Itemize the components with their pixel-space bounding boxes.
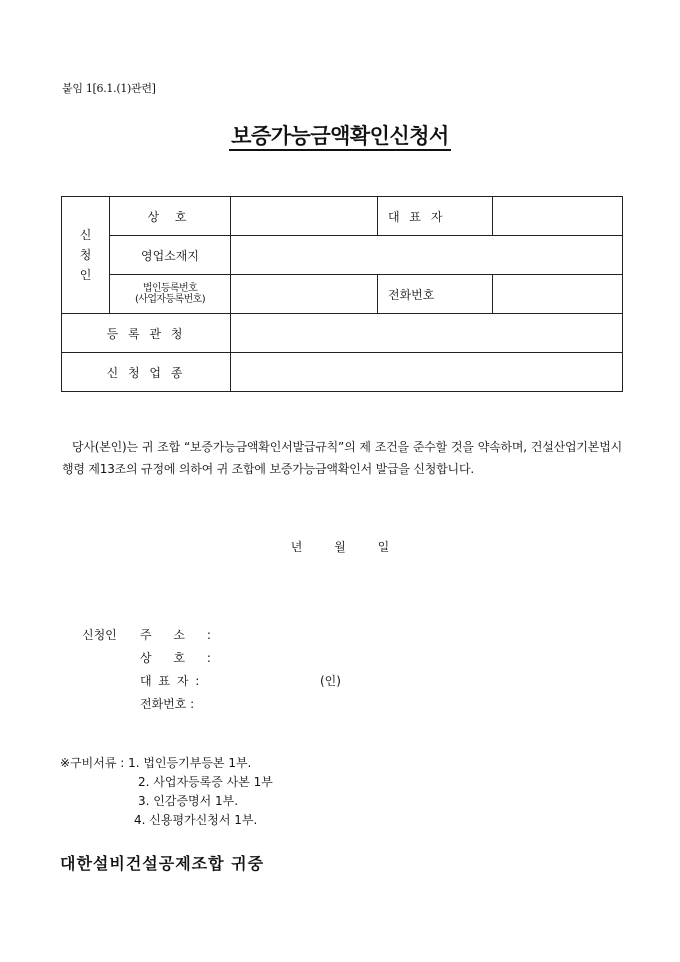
- document-item: 3. 인감증명서 1부.: [138, 794, 239, 808]
- table-row: [62, 236, 623, 275]
- table-row: [62, 197, 623, 236]
- applicant-address-label: 주 소 :: [140, 628, 211, 642]
- document-title-text: 보증가능금액확인신청서: [229, 123, 451, 151]
- company-name-field[interactable]: [231, 197, 378, 236]
- seal-mark: (인): [320, 674, 341, 688]
- applicant-group-char: 청: [79, 248, 92, 262]
- table-row: [62, 353, 623, 392]
- date-year: 년: [290, 540, 303, 554]
- table-row: [62, 314, 623, 353]
- applicant-representative-label: 대 표 자 :: [140, 674, 200, 688]
- registration-authority-field[interactable]: [231, 314, 623, 353]
- required-documents: [60, 754, 273, 830]
- date-line: [0, 538, 680, 555]
- reference-note: 붙임 1[6.1.(1)관련]: [62, 82, 156, 95]
- documents-heading: ※구비서류 :: [60, 756, 125, 770]
- applicant-name-label: 상 호 :: [140, 651, 211, 665]
- representative-field[interactable]: [493, 197, 623, 236]
- corp-reg-label: [110, 275, 231, 314]
- registration-authority-label: 등 록 관 청: [62, 314, 231, 353]
- document-item: 2. 사업자등록증 사본 1부: [138, 775, 273, 789]
- applicant-phone-label: 전화번호 :: [140, 697, 195, 711]
- applicant-group-char: 인: [79, 268, 92, 282]
- applied-business-field[interactable]: [231, 353, 623, 392]
- list-item: [60, 754, 273, 773]
- corp-reg-field[interactable]: [231, 275, 378, 314]
- pledge-statement: 당사(본인)는 귀 조합 “보증가능금액확인서발급규칙”의 제 조건을 준수할 것을 약속하며, 건설산업기본법시행령 제13조의 규정에 의하여 귀 조합에 보증가능금액확인서 발급을 신청합니다.: [62, 440, 622, 476]
- document-item: 4. 신용평가신청서 1부.: [134, 813, 258, 827]
- business-address-field[interactable]: [231, 236, 623, 275]
- application-form-table: [61, 196, 623, 392]
- applicant-group-cell: [62, 197, 110, 314]
- phone-field[interactable]: [493, 275, 623, 314]
- phone-label: 전화번호: [378, 275, 493, 314]
- document-title: [0, 120, 680, 150]
- document-item: 1. 법인등기부등본 1부.: [128, 756, 252, 770]
- date-month: 월: [334, 540, 346, 554]
- applicant-heading: 신청인: [82, 628, 117, 642]
- corp-reg-label-line1: 법인등록번호: [142, 283, 198, 294]
- business-address-label: 영업소재지: [110, 236, 231, 275]
- date-day: 일: [377, 540, 390, 554]
- addressee: 대한설비건설공제조합 귀중: [60, 854, 265, 873]
- table-row: [62, 275, 623, 314]
- company-name-label: 상 호: [110, 197, 231, 236]
- applied-business-label: 신 청 업 종: [62, 353, 231, 392]
- corp-reg-label-line2: (사업자등록번호): [134, 294, 206, 305]
- applicant-group-char: 신: [79, 228, 92, 242]
- representative-label: 대 표 자: [378, 197, 493, 236]
